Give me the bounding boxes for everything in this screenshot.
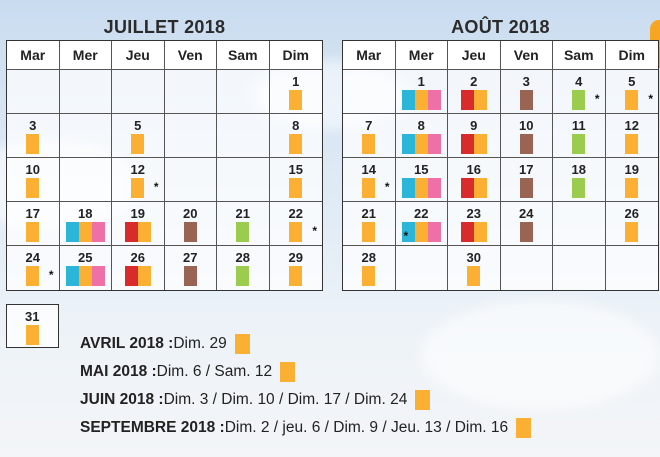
day-number: 12: [130, 162, 145, 177]
day-cell: [112, 158, 165, 202]
event-markers: [448, 90, 500, 110]
orange-marker-icon: [289, 178, 302, 198]
calendar-grid: [342, 40, 659, 291]
orange-marker-icon: [26, 134, 39, 154]
asterisk-note: *: [312, 224, 317, 238]
pink-marker-icon: [428, 178, 441, 198]
weekday-header: Mar: [343, 41, 396, 70]
event-markers: [60, 266, 112, 286]
weekday-header: Sam: [217, 41, 270, 70]
orange-marker-icon: [625, 178, 638, 198]
asterisk-note: *: [384, 180, 390, 194]
day-number: 12: [624, 118, 639, 133]
brown-marker-icon: [520, 90, 533, 110]
empty-cell: [217, 158, 270, 202]
day-cell: [343, 114, 396, 158]
day-number: 20: [183, 206, 198, 221]
red-marker-icon: [125, 222, 138, 242]
day-cell: [553, 114, 606, 158]
day-cell: [343, 158, 396, 202]
empty-cell: [165, 114, 218, 158]
weekday-header: Dim: [270, 41, 323, 70]
orange-marker-icon: [362, 134, 375, 154]
day-cell: [396, 158, 449, 202]
event-markers: [217, 222, 269, 242]
weekday-header: Jeu: [448, 41, 501, 70]
legend-month: AVRIL 2018 :: [80, 335, 174, 352]
day-cell: [606, 70, 659, 114]
orange-marker-icon: [415, 222, 428, 242]
brown-marker-icon: [520, 222, 533, 242]
weekday-header: Mer: [396, 41, 449, 70]
month-august: [342, 14, 659, 291]
day-number: 17: [25, 206, 40, 221]
event-markers: [553, 178, 605, 198]
day-number: 26: [624, 206, 639, 221]
legend-dates: Dim. 29: [173, 335, 227, 352]
day-cell: [501, 158, 554, 202]
event-markers: [270, 266, 323, 286]
orange-marker-icon: [415, 90, 428, 110]
day-number: 2: [470, 74, 478, 89]
pink-marker-icon: [428, 222, 441, 242]
orange-marker-icon: [79, 222, 92, 242]
day-number: 27: [183, 250, 198, 265]
day-cell: [553, 158, 606, 202]
pink-marker-icon: [428, 90, 441, 110]
brown-marker-icon: [520, 178, 533, 198]
brown-marker-icon: [184, 222, 197, 242]
month-title: JUILLET 2018: [103, 17, 226, 37]
day-cell: [501, 114, 554, 158]
day-cell: [270, 70, 323, 114]
pink-marker-icon: [428, 134, 441, 154]
month-title: AOÛT 2018: [451, 17, 550, 37]
orange-marker-icon: [362, 222, 375, 242]
red-marker-icon: [125, 266, 138, 286]
weekday-header: Sam: [553, 41, 606, 70]
day-number: 11: [571, 118, 586, 133]
green-marker-icon: [572, 178, 585, 198]
orange-marker-icon: [138, 266, 151, 286]
day-cell: [217, 202, 270, 246]
day-number: 14: [361, 162, 376, 177]
weekday-header: Ven: [165, 41, 218, 70]
day-cell: [112, 114, 165, 158]
day-cell: [165, 246, 218, 290]
orange-marker-icon: [26, 222, 39, 242]
day-number: 5: [134, 118, 142, 133]
day-cell: [270, 246, 323, 290]
orange-marker-icon: [235, 334, 250, 354]
day-cell: [396, 114, 449, 158]
day-number: 8: [292, 118, 300, 133]
day-cell: [606, 158, 659, 202]
empty-cell: [501, 246, 554, 290]
day-cell: [343, 202, 396, 246]
day-cell: [7, 158, 60, 202]
event-markers: [448, 222, 500, 242]
event-markers: [60, 222, 112, 242]
event-markers: [343, 222, 395, 242]
empty-cell: [165, 70, 218, 114]
empty-cell: [217, 114, 270, 158]
event-markers: [448, 266, 500, 286]
orange-marker-icon: [474, 222, 487, 242]
brown-marker-icon: [184, 266, 197, 286]
orange-marker-icon: [26, 325, 39, 345]
orange-marker-icon: [289, 134, 302, 154]
empty-cell: [165, 158, 218, 202]
event-markers: [606, 134, 659, 154]
day-cell: [448, 70, 501, 114]
event-markers: [396, 178, 448, 198]
day-cell: [270, 202, 323, 246]
red-marker-icon: [461, 134, 474, 154]
asterisk-note: *: [648, 92, 653, 106]
event-markers: [553, 134, 605, 154]
day-cell: [7, 114, 60, 158]
empty-cell: [217, 70, 270, 114]
event-markers: [7, 222, 59, 242]
day-cell: [112, 246, 165, 290]
orange-marker-icon: [289, 222, 302, 242]
day-cell: [553, 70, 606, 114]
asterisk-note: *: [48, 268, 54, 282]
event-markers: [606, 222, 659, 242]
orange-marker-icon: [79, 266, 92, 286]
day-number: 4: [575, 74, 583, 89]
day-cell: [217, 246, 270, 290]
day-number: 18: [571, 162, 586, 177]
day-number: 15: [288, 162, 303, 177]
day-number: 30: [466, 250, 481, 265]
weekday-header: Ven: [501, 41, 554, 70]
orange-marker-icon: [625, 222, 638, 242]
orange-marker-icon: [26, 178, 39, 198]
asterisk-note: *: [594, 92, 600, 106]
event-markers: [343, 266, 395, 286]
green-marker-icon: [236, 222, 249, 242]
pink-marker-icon: [92, 266, 105, 286]
day-cell: [270, 158, 323, 202]
day-number: 22: [414, 206, 429, 221]
event-markers: [448, 178, 500, 198]
day-number: 15: [414, 162, 429, 177]
day-cell: [396, 202, 449, 246]
day-number: 3: [29, 118, 37, 133]
brown-marker-icon: [520, 134, 533, 154]
orange-marker-icon: [474, 90, 487, 110]
empty-cell: [60, 70, 113, 114]
day-number: 5: [628, 74, 636, 89]
legend-row: [80, 362, 295, 382]
event-markers: [270, 90, 323, 110]
day-number: 23: [466, 206, 481, 221]
event-markers: [606, 178, 659, 198]
orange-marker-icon: [289, 90, 302, 110]
day-number: 8: [417, 118, 425, 133]
legend-month: SEPTEMBRE 2018 :: [80, 419, 225, 436]
empty-cell: [553, 202, 606, 246]
day-number: 1: [417, 74, 425, 89]
day-number: 26: [130, 250, 145, 265]
day-number: 10: [25, 162, 40, 177]
empty-cell: [7, 70, 60, 114]
asterisk-note: *: [153, 180, 159, 194]
day-number: 18: [78, 206, 93, 221]
day-number: 22: [288, 206, 303, 221]
red-marker-icon: [461, 90, 474, 110]
cyan-marker-icon: [402, 90, 415, 110]
legend-row: [80, 418, 531, 438]
event-markers: [7, 134, 59, 154]
legend-dates: Dim. 3 / Dim. 10 / Dim. 17 / Dim. 24: [163, 391, 408, 408]
pink-marker-icon: [92, 222, 105, 242]
orange-marker-icon: [474, 178, 487, 198]
day-cell: [7, 202, 60, 246]
orange-marker-icon: [516, 418, 531, 438]
event-markers: [7, 178, 59, 198]
weekday-header: Mer: [60, 41, 113, 70]
day-cell: [7, 246, 60, 290]
event-markers: [7, 325, 58, 345]
orange-marker-icon: [138, 222, 151, 242]
calendar-grid: [6, 40, 323, 291]
day-cell: [112, 202, 165, 246]
event-markers: [501, 90, 553, 110]
cyan-marker-icon: [402, 134, 415, 154]
day-number: 16: [466, 162, 481, 177]
empty-cell: [553, 246, 606, 290]
weekday-header: Jeu: [112, 41, 165, 70]
orange-marker-icon: [131, 178, 144, 198]
empty-cell: [343, 70, 396, 114]
event-markers: [501, 134, 553, 154]
day-cell: [606, 202, 659, 246]
day-number: 28: [361, 250, 376, 265]
orange-marker-icon: [280, 362, 295, 382]
weekday-header: Mar: [7, 41, 60, 70]
day-cell: [60, 246, 113, 290]
event-markers: [501, 222, 553, 242]
orange-marker-icon: [415, 134, 428, 154]
day-number: 7: [365, 118, 373, 133]
legend-dates: Dim. 6 / Sam. 12: [156, 363, 273, 380]
event-markers: [112, 222, 164, 242]
day-cell: [606, 114, 659, 158]
event-markers: [501, 178, 553, 198]
event-markers: [343, 134, 395, 154]
day-cell: [343, 246, 396, 290]
day-cell: [60, 202, 113, 246]
weekday-header: Dim: [606, 41, 659, 70]
event-markers: [396, 90, 448, 110]
orange-marker-icon: [131, 134, 144, 154]
calendar-overflow-day: [6, 304, 59, 348]
day-number: 9: [470, 118, 478, 133]
day-cell: [396, 70, 449, 114]
legend-dates: Dim. 2 / jeu. 6 / Dim. 9 / Jeu. 13 / Dim. 16: [224, 419, 509, 436]
day-cell: [501, 202, 554, 246]
day-cell: [270, 114, 323, 158]
orange-marker-icon: [289, 266, 302, 286]
orange-marker-icon: [625, 134, 638, 154]
event-markers: [165, 266, 217, 286]
asterisk-note: *: [403, 229, 409, 243]
orange-marker-icon: [362, 266, 375, 286]
event-markers: [112, 134, 164, 154]
event-markers: [396, 134, 448, 154]
empty-cell: [606, 246, 659, 290]
day-number: 25: [78, 250, 93, 265]
day-number: 1: [292, 74, 300, 89]
legend-row: [80, 390, 430, 410]
green-marker-icon: [572, 90, 585, 110]
empty-cell: [60, 158, 113, 202]
day-number: 28: [235, 250, 250, 265]
day-cell: [448, 246, 501, 290]
cyan-marker-icon: [402, 178, 415, 198]
cyan-marker-icon: [66, 266, 79, 286]
red-marker-icon: [461, 178, 474, 198]
day-cell: [165, 202, 218, 246]
day-number: 31: [25, 309, 40, 324]
day-number: 21: [361, 206, 376, 221]
legend-row: [80, 334, 250, 354]
event-markers: [270, 178, 323, 198]
event-markers: [112, 266, 164, 286]
day-number: 21: [235, 206, 250, 221]
month-july: [6, 14, 323, 291]
day-number: 19: [624, 162, 639, 177]
green-marker-icon: [236, 266, 249, 286]
orange-marker-icon: [415, 390, 430, 410]
event-markers: [165, 222, 217, 242]
event-markers: [217, 266, 269, 286]
day-cell: [501, 70, 554, 114]
event-markers: [448, 134, 500, 154]
day-number: 10: [519, 118, 534, 133]
day-number: 24: [25, 250, 40, 265]
day-cell: [448, 114, 501, 158]
orange-marker-icon: [625, 90, 638, 110]
green-marker-icon: [572, 134, 585, 154]
day-number: 29: [288, 250, 303, 265]
cyan-marker-icon: [66, 222, 79, 242]
legend-month: JUIN 2018 :: [80, 391, 164, 408]
day-number: 3: [522, 74, 530, 89]
day-cell: [448, 202, 501, 246]
day-number: 24: [519, 206, 534, 221]
empty-cell: [112, 70, 165, 114]
orange-marker-icon: [467, 266, 480, 286]
orange-marker-icon: [474, 134, 487, 154]
day-number: 19: [130, 206, 145, 221]
empty-cell: [60, 114, 113, 158]
day-cell: [448, 158, 501, 202]
orange-marker-icon: [26, 266, 39, 286]
empty-cell: [396, 246, 449, 290]
orange-marker-icon: [415, 178, 428, 198]
day-number: 17: [519, 162, 534, 177]
event-markers: [270, 134, 323, 154]
legend-month: MAI 2018 :: [80, 363, 157, 380]
orange-marker-icon: [362, 178, 375, 198]
red-marker-icon: [461, 222, 474, 242]
